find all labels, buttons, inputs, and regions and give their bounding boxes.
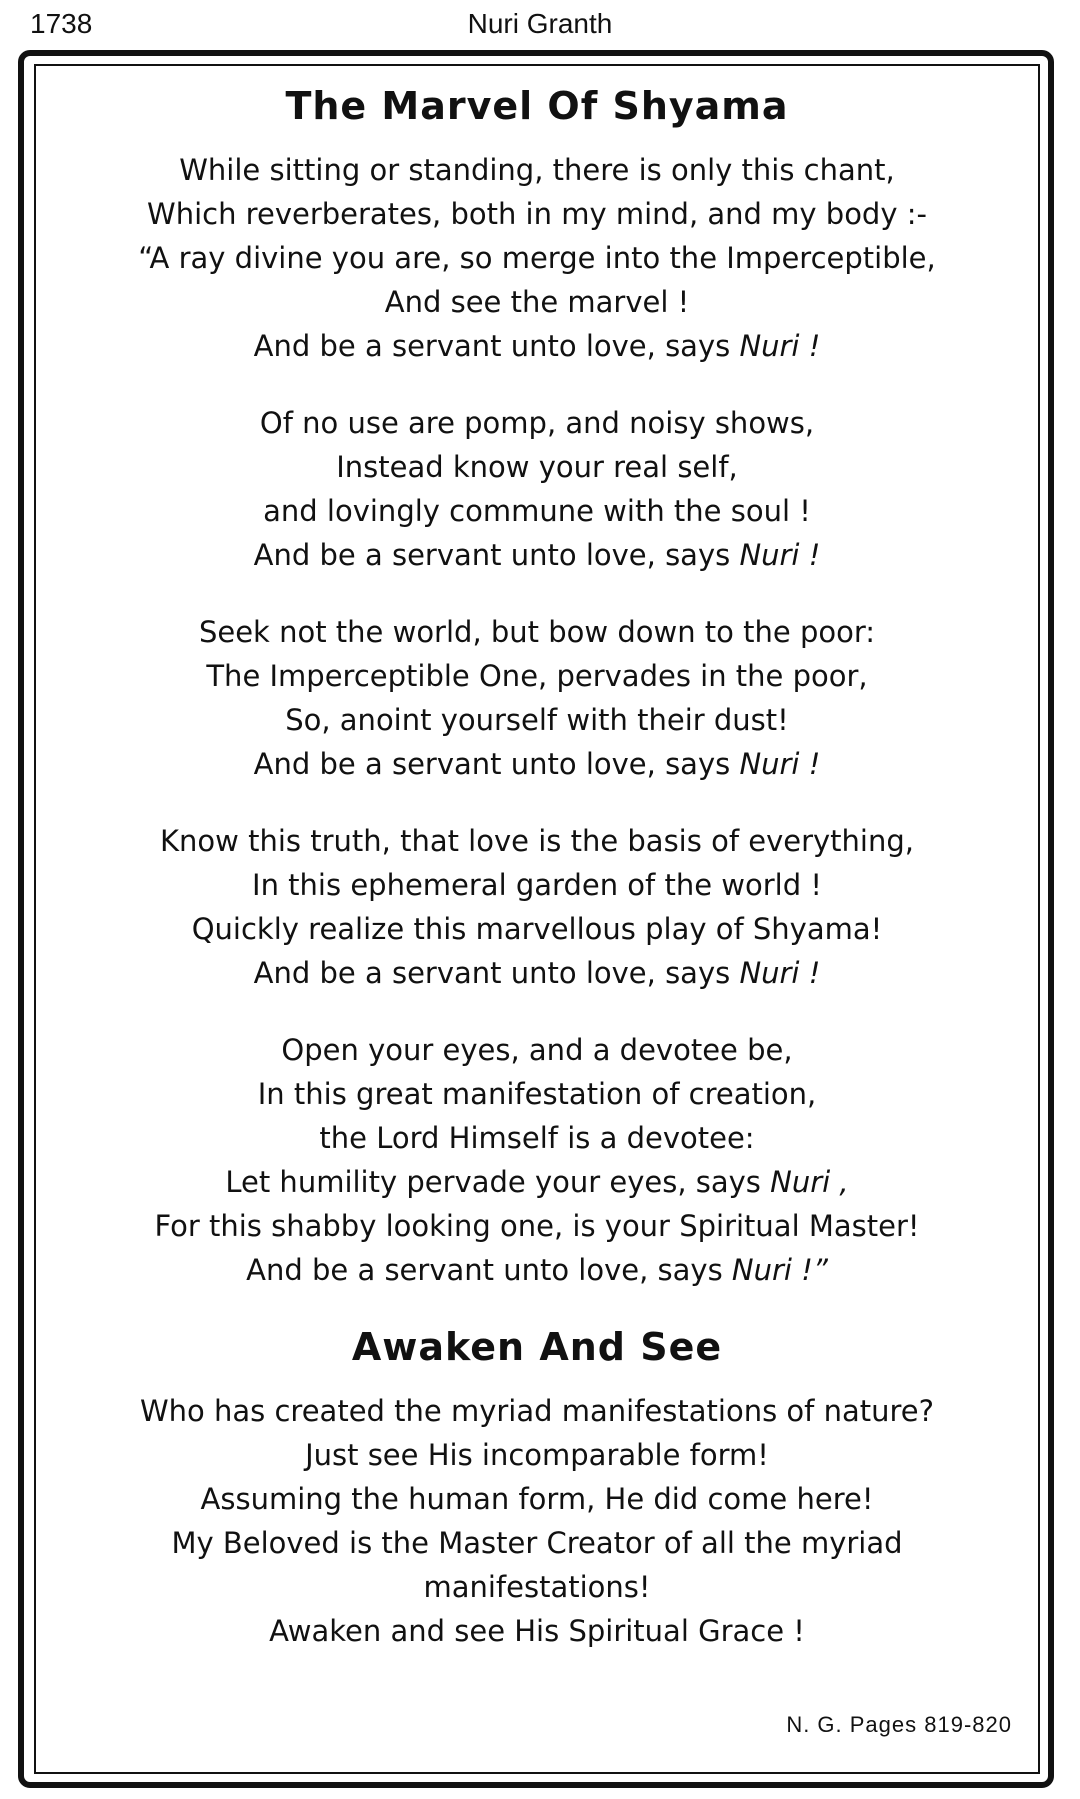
author-name: Nuri ! [739,747,821,781]
verse-line: and lovingly commune with the soul ! [263,494,811,528]
author-name: Nuri !” [731,1253,828,1287]
verse-line: Quickly realize this marvellous play of Shyama! [191,912,883,946]
stanza-5 [40,1028,1034,1292]
verse-line: Seek not the world, but bow down to the poor: [198,615,876,649]
stanza-awaken [40,1389,1034,1653]
refrain-text: And be a servant unto love, says [253,538,740,572]
verse-line: manifestations! [423,1570,651,1604]
poem-title-awaken-and-see: Awaken And See [351,1325,723,1369]
stanza-3 [40,610,1034,786]
verse-line: For this shabby looking one, is your Spiritual Master! [154,1209,920,1243]
author-name: Nuri ! [739,956,821,990]
verse-line: And see the marvel ! [384,285,690,319]
verse-line [40,1160,1034,1204]
stanza-1 [40,148,1034,368]
stanza-4 [40,819,1034,995]
book-title: Nuri Granth [467,8,613,39]
stanza-2 [40,401,1034,577]
verse-line: Assuming the human form, He did come here! [200,1482,874,1516]
refrain-text: And be a servant unto love, says [253,956,740,990]
verse-line: Know this truth, that love is the basis of everything, [160,824,914,858]
verse-line: Open your eyes, and a devotee be, [281,1033,793,1067]
page-number: 1738 [30,8,93,39]
refrain-text: And be a servant unto love, says [253,747,740,781]
verse-line: In this ephemeral garden of the world ! [252,868,822,902]
verse-line: Of no use are pomp, and noisy shows, [259,406,815,440]
verse-line: The Imperceptible One, pervades in the poor, [206,659,868,693]
running-head [0,8,1080,42]
verse-line: “A ray divine you are, so merge into the Imperceptible, [138,241,936,275]
verse-line: Awaken and see His Spiritual Grace ! [269,1614,805,1648]
refrain-line [40,742,1034,786]
refrain-line [40,951,1034,995]
verse-line: So, anoint yourself with their dust! [285,703,789,737]
page-content [40,64,1034,1686]
source-reference: N. G. Pages 819-820 [786,1712,1012,1737]
verse-line: the Lord Himself is a devotee: [319,1121,755,1155]
author-name: Nuri ! [739,538,821,572]
verse-line: Instead know your real self, [336,450,738,484]
refrain-text: And be a servant unto love, says [246,1253,732,1287]
refrain-line [40,1248,1034,1292]
verse-text: Let humility pervade your eyes, says [225,1165,771,1199]
verse-line: My Beloved is the Master Creator of all the myriad [171,1526,903,1560]
author-name: Nuri ! [739,329,821,363]
author-name: Nuri , [770,1165,849,1199]
verse-line: Who has created the myriad manifestations of nature? [139,1394,934,1428]
verse-line: Just see His incomparable form! [305,1438,769,1472]
poem-title-marvel-of-shyama: The Marvel Of Shyama [285,84,789,128]
refrain-line [40,324,1034,368]
verse-line: In this great manifestation of creation, [257,1077,817,1111]
verse-line: While sitting or standing, there is only this chant, [179,153,895,187]
refrain-line [40,533,1034,577]
refrain-text: And be a servant unto love, says [253,329,740,363]
verse-line: Which reverberates, both in my mind, and my body :- [147,197,927,231]
